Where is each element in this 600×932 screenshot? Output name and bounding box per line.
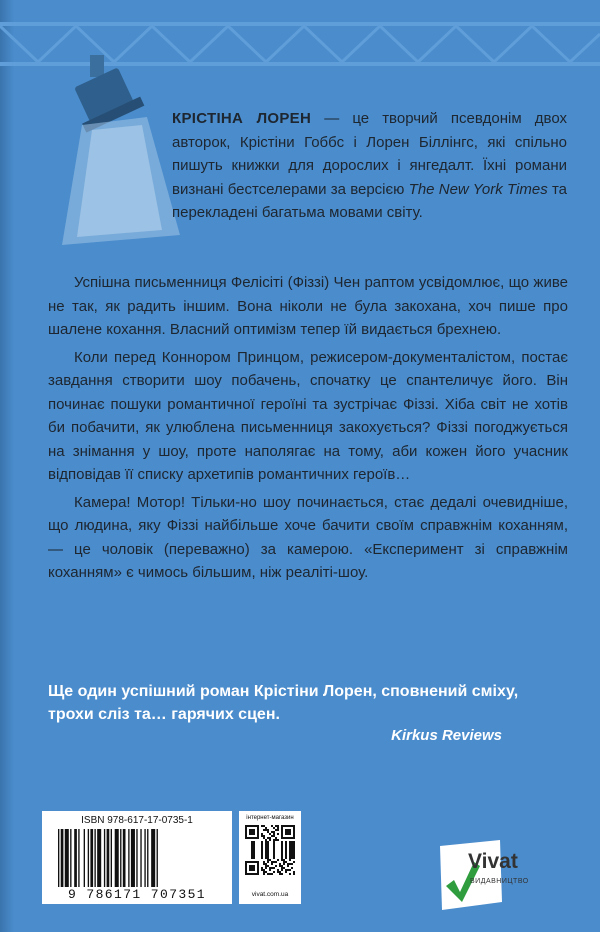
author-bio bbox=[172, 107, 567, 225]
qr-label: інтернет-магазин bbox=[246, 815, 294, 821]
description-paragraph-3: Камера! Мотор! Тільки-но шоу починається, стає дедалі очевидніше, що людина, яку Фіззі найбільше хоче бачити своїм справжнім коханням, — це чоловік (переважно) за камерою. «Експеримент зі справжнім коханням» є чимось більшим, ніж реаліті-шоу. bbox=[48, 493, 568, 581]
book-description bbox=[48, 271, 568, 589]
review-quote: Ще один успішний роман Крістіни Лорен, сповнений сміху, трохи сліз та… гарячих сцен. bbox=[48, 683, 519, 723]
isbn-barcode bbox=[42, 811, 232, 904]
spotlight-illustration bbox=[52, 55, 182, 245]
barcode-bars bbox=[54, 829, 220, 887]
review-source: Kirkus Reviews bbox=[391, 727, 502, 744]
publisher-name: Vivat bbox=[468, 850, 518, 873]
publication-name: The New York Times bbox=[408, 180, 548, 198]
description-paragraph-1: Успішна письменниця Фелісіті (Фіззі) Чен раптом усвідомлює, що живе не так, як радить іншим. Вона ніколи не була закохана, хоч пише про шалене кохання. Власний оптимізм тепер їй видається брехнею. bbox=[48, 274, 568, 338]
isbn-label: ISBN 978-617-17-0735-1 bbox=[81, 815, 193, 826]
author-name: КРІСТІНА ЛОРЕН bbox=[172, 110, 312, 127]
publisher-subtitle: ВИДАВНИЦТВО bbox=[470, 878, 529, 885]
qr-url: vivat.com.ua bbox=[251, 891, 289, 898]
spine-shadow bbox=[0, 0, 14, 932]
description-paragraph-2: Коли перед Коннором Принцом, режисером-документалістом, постає завдання створити шоу побачень, спочатку це спантеличує його. Він починає пошуки романтичної героїні та зустрічає Фіззі. Хіба світ не хотів би побачити, як улюблена письменниця закохується? Фіззі погоджується на знімання у шоу, проте наполягає на тому, аби кожен його учасник відповідав її списку архетипів романтичних героїв… bbox=[48, 348, 568, 483]
author-bio-text-2: та перекладені багатьма мовами світу. bbox=[172, 180, 567, 221]
author-bio-text-1: — це творчий псевдонім двох авторок, Крістіни Гоббс і Лорен Біллінгс, які спільно пишуть книжки для дорослих і янгедалт. Їхні романи визнані бестселерами за версією bbox=[172, 110, 568, 198]
qr-code-block bbox=[239, 811, 301, 904]
barcode-digits: 9 786171 707351 bbox=[67, 887, 207, 902]
qr-code-icon bbox=[245, 825, 295, 875]
